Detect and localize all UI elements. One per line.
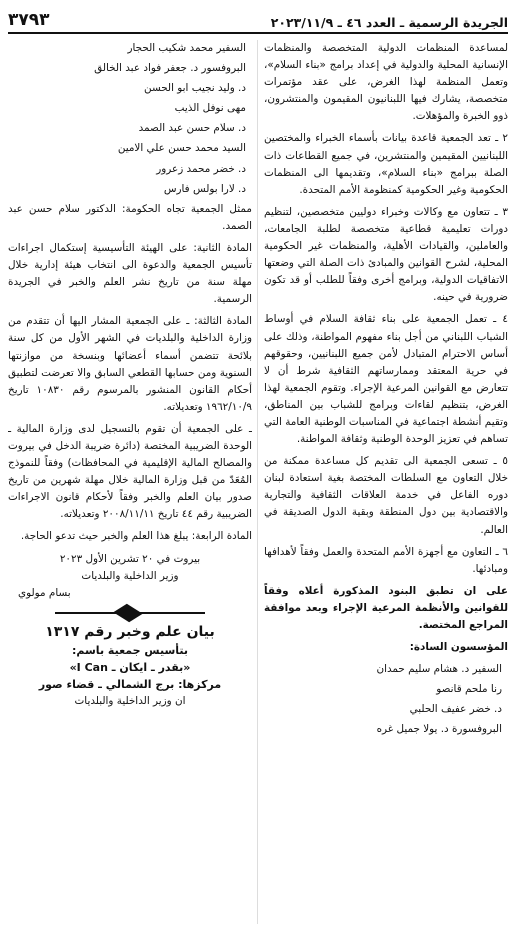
left-column [8, 40, 252, 924]
founder-name: رنا ملحم قانصو [436, 683, 502, 696]
member-name: السفير محمد شكيب الحجار [127, 42, 246, 54]
conditions-text: على ان تطبق البنود المذكورة أعلاه وفقاً للقوانين والأنظمة المرعية الإجراء وبعد موافقة المراجع المختصة. [264, 584, 508, 631]
member-name: البروفسور د. جعفر فواد عبد الخالق [94, 62, 246, 75]
founder-name: د. خضر عفيف الحلبي [409, 703, 502, 716]
right-column [264, 40, 508, 924]
article-4: المادة الرابعة: يبلغ هذا العلم والخبر حيث تدعو الحاجة. [20, 530, 252, 543]
members-list [8, 40, 252, 198]
paragraph-5: ٥ ـ تسعى الجمعية الى تقديم كل مساعدة ممكنة من خلال التعاون مع السلطات المختصة بغية استعادة لبنان دوره الفاعل في خدمة العلاقات الثقافية والتجارية والاقتصادية بين دول المنطقة وبقية الدول الصديقة في العالم. [264, 455, 508, 536]
gazette-title: الجريدة الرسمية ـ العدد ٤٦ ـ ٢٠٢٣/١١/٩ [270, 15, 508, 30]
article-2: المادة الثانية: على الهيئة التأسيسية إستكمال اجراءات تأسيس الجمعية والدعوة الى انتخاب هيئة إدارية خلال مهلة سنة من تاريخ نشر العلم والخبر في الجريدة الرسمية. [8, 241, 252, 306]
minister-title: وزير الداخلية والبلديات [81, 569, 179, 582]
page-number: ٣٧٩٣ [8, 10, 50, 30]
representative-text: ممثل الجمعية تجاه الحكومة: الدكتور سلام حسن عبد الصمد. [8, 202, 252, 232]
association-name: «بقدر ـ ايكان ـ I Can» [69, 660, 191, 674]
member-name: د. خضر محمد زعرور [156, 162, 246, 175]
paragraph-6: ٦ ـ التعاون مع أجهزة الأمم المتحدة والعمل وفقاً لأهدافها ومبادئها. [264, 545, 508, 575]
section-separator [55, 610, 205, 616]
member-name: د. وليد نجيب ابو الحسن [144, 82, 246, 95]
member-name: السيد محمد حسن علي الامين [117, 142, 246, 155]
article-3: المادة الثالثة: ـ على الجمعية المشار اليها أن تتقدم من وزارة الداخلية والبلديات في الشهر الأول من كل سنة بلائحة تتضمن أسماء أعضائها وبنسخة من موازنتها السنوية ومن حسابها القطعي السابق والا تعرضت لتطبيق أحكام القانون المنشور بالمرسوم رقم ١٠٨٣٠ تاريخ ١٩٦٢/١٠/٩ وتعديلاته. [8, 315, 252, 413]
date-place: بيروت في ٢٠ تشرين الأول ٢٠٢٣ [59, 552, 201, 565]
founders-list [264, 661, 508, 738]
page-header [8, 8, 508, 34]
paragraph-3: ٣ ـ تتعاون مع وكالات وخبراء دوليين متخصصين، لتنظيم دورات تعليمية قطاعية متخصصة لطلبة الجامعات، والعاملين، والقيادات الأهلية، والمنظمات غير الحكومية المحلية، لشرح القوانين والمبادئ ذات الصلة التي وضعتها الاتفاقيات الدولية، وبرامج أخرى وفقاً للطلب أو قد تكون ضرورية في حينه. [264, 205, 508, 304]
member-name: د. سلام حسن عبد الصمد [138, 122, 246, 135]
member-name: د. لارا بولس فارس [163, 182, 246, 195]
article-3-tax: ـ على الجمعية أن تقوم بالتسجيل لدى وزارة المالية ـ الوحدة الضريبية المختصة (دائرة ضريبة الدخل في بيروت والمصالح المالية الإقليمية في المحافظات) وفقاً للنموذج المُعَدّ من قبل وزارة المالية خلال مهلة شهرين من تاريخ صدور بيان العلم والخبر وفقاً لأحكام قانون الاجراءات الضريبية رقم ٤٤ تاريخ ٢٠٠٨/١١/١١ وتعديلاته. [8, 422, 252, 521]
announcement-subtitle: بتأسيس جمعية باسم: [71, 643, 189, 657]
minister-signature: بسام مولوي [18, 586, 71, 599]
paragraph-1: لمساعدة المنظمات الدولية المتخصصة والمنظمات الإنسانية المحلية والدولية في إعداد برامج «بناء السلام»، وتعمل المنظمة لهذا الغرض، على عقد مؤتمرات متخصصة، يشارك فيها اللبنانيون المقيمون والمنتشرون، ذوو الخبرة والمؤهلات. [264, 42, 508, 123]
member-name: مهى نوفل الذيب [174, 102, 246, 115]
announcement-title: بيان علم وخبر رقم ١٣١٧ [45, 623, 215, 640]
announcement-intro: ان وزير الداخلية والبلديات [74, 695, 186, 708]
founder-name: البروفسورة د. يولا جميل غره [376, 723, 502, 736]
column-divider [257, 40, 258, 924]
paragraph-4: ٤ ـ تعمل الجمعية على بناء ثقافة السلام في أوساط الشباب اللبناني من أجل بناء مفهوم المواطنة، وذلك على أساس الاحترام المتبادل لأمن جميع اللبنانيين، وحقوقهم في حرية المعتقد وممارساتهم الثقافية شرط أن لا تتعارض مع القوانين المرعية الإجراء. وتقوم الجمعية لهذا الغرض، بتنظيم لقاءات وبرامج للشباب بين المناطق، وتقيم أنشطة اجتماعية في المناسبات الوطنية العامة التي تساهم في تعزيز الوحدة الوطنية وثقافة المواطنة. [264, 313, 508, 446]
founder-name: السفير د. هشام سليم حمدان [376, 663, 502, 676]
founders-heading: المؤسسون السادة: [409, 641, 508, 654]
paragraph-2: ٢ ـ تعد الجمعية قاعدة بيانات بأسماء الخبراء والمختصين اللبنانيين المقيمين والمنتشرين، في جميع القطاعات ذات الصلة ببرامج «بناء السلام»، وتقديمها الى المنظمات الحكومية وغير الحكومية كمنظومة الأمم المتحدة. [264, 132, 508, 196]
association-hq: مركزها: برج الشمالي ـ قضاء صور [38, 678, 222, 691]
